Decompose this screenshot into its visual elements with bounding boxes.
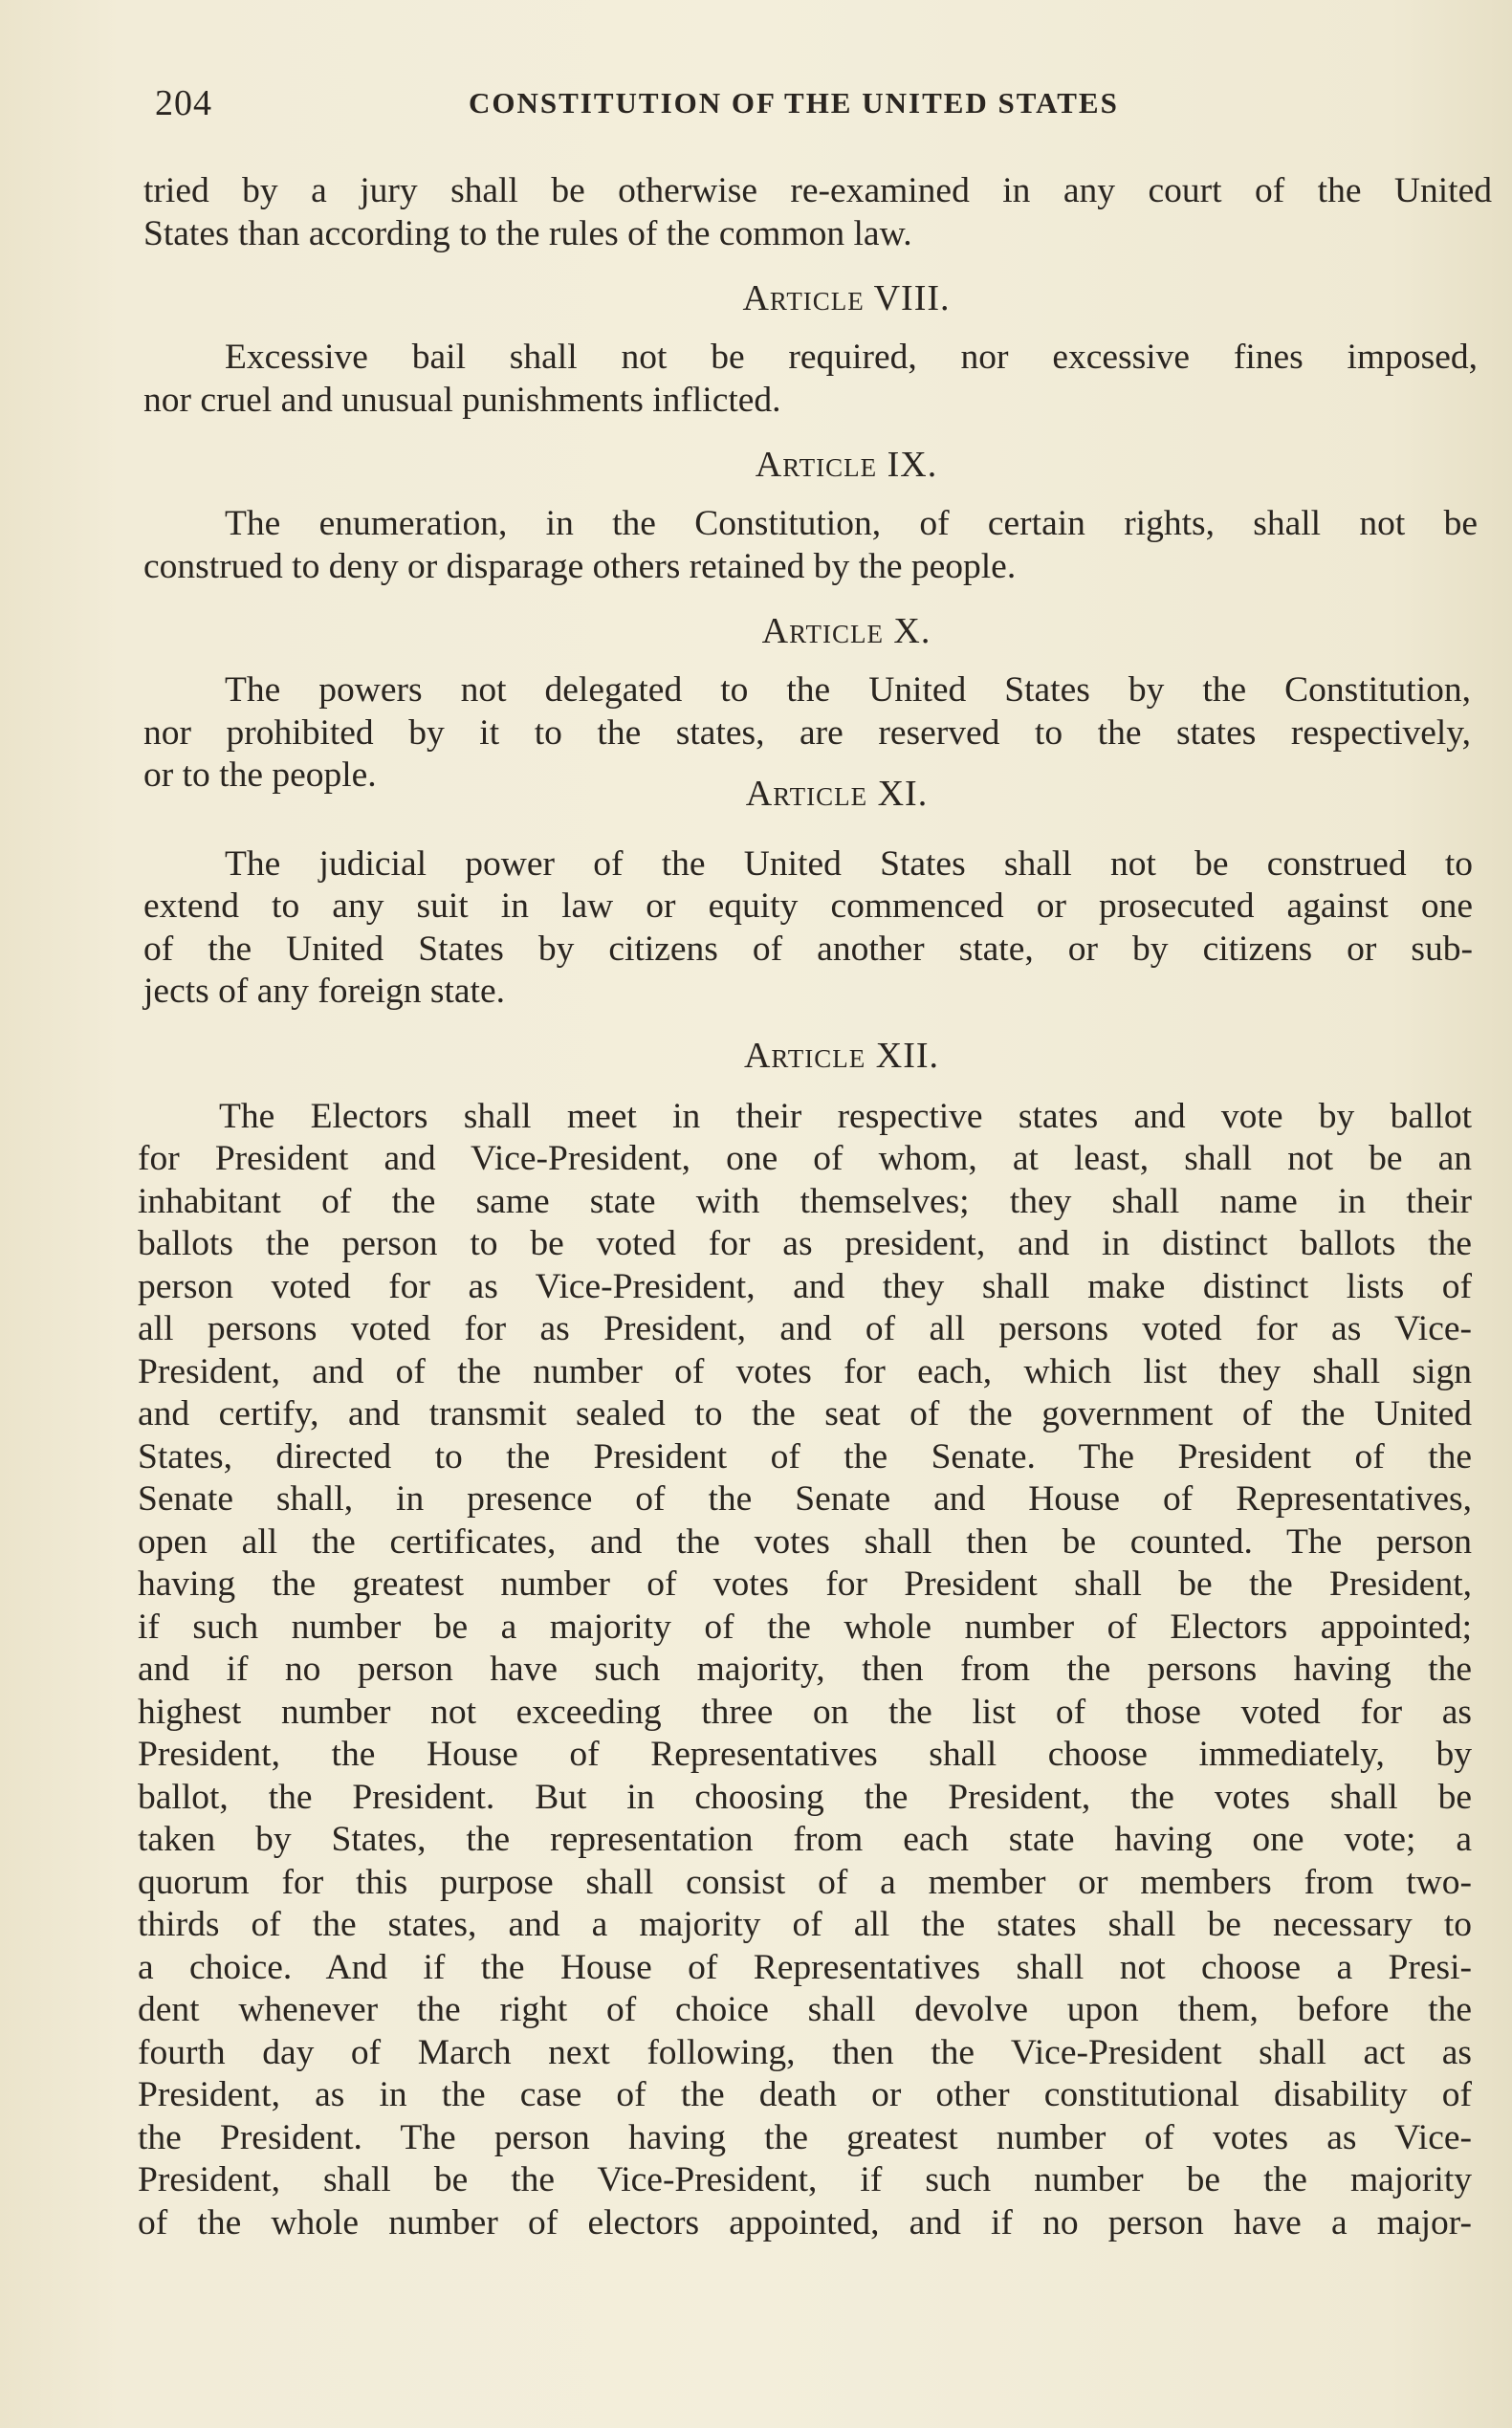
text-line: President, the House of Representatives shall choose immediately, by bbox=[138, 1735, 1472, 1774]
text-line: President, and of the number of votes for each, which list they shall sign bbox=[138, 1351, 1472, 1391]
article-heading: Article XII. bbox=[743, 1035, 940, 1076]
text-line: or to the people. bbox=[143, 755, 377, 795]
article-paragraph bbox=[143, 843, 1473, 1014]
text-line: States, directed to the President of the Senate. The President of the bbox=[138, 1436, 1472, 1476]
text-line: fourth day of March next following, then the Vice-President shall act as bbox=[138, 2032, 1472, 2072]
text-line: nor cruel and unusual punishments inflicted. bbox=[143, 380, 781, 420]
article-paragraph bbox=[138, 1096, 1472, 2245]
text-line: highest number not exceeding three on the list of those voted for as bbox=[138, 1692, 1472, 1732]
text-line: and if no person have such majority, then from the persons having the bbox=[138, 1650, 1472, 1689]
text-line: President, shall be the Vice-President, if such number be the majority bbox=[138, 2160, 1472, 2199]
text-line: ballots the person to be voted for as president, and in distinct ballots the bbox=[138, 1224, 1472, 1263]
text-line: construed to deny or disparage others retained by the people. bbox=[143, 546, 1017, 586]
running-head bbox=[153, 82, 1501, 130]
text-line: ballot, the President. But in choosing the President, the votes shall be bbox=[138, 1777, 1472, 1817]
article-paragraph bbox=[143, 503, 1478, 588]
text-line: The Electors shall meet in their respective states and vote by ballot bbox=[219, 1096, 1472, 1136]
text-line: States than according to the rules of the common law. bbox=[143, 213, 912, 253]
continuation-paragraph bbox=[143, 170, 1492, 255]
article-heading: Article IX. bbox=[755, 445, 938, 485]
text-line: taken by States, the representation from each state having one vote; a bbox=[138, 1820, 1472, 1859]
text-line: President, as in the case of the death or other constitutional disability of bbox=[138, 2075, 1472, 2114]
text-line: for President and Vice-President, one of whom, at least, shall not be an bbox=[138, 1139, 1472, 1178]
text-line: of the United States by citizens of another state, or by citizens or sub- bbox=[143, 929, 1473, 969]
page-number: 204 bbox=[155, 83, 212, 123]
text-line: The enumeration, in the Constitution, of certain rights, shall not be bbox=[225, 504, 1478, 543]
article-heading: Article XI. bbox=[745, 773, 929, 814]
article-heading: Article VIII. bbox=[742, 278, 951, 318]
text-line: quorum for this purpose shall consist of a member or members from two- bbox=[138, 1862, 1472, 1902]
text-line: extend to any suit in law or equity commenced or prosecuted against one bbox=[143, 886, 1473, 926]
text-line: The powers not delegated to the United States by the Constitution, bbox=[225, 670, 1471, 710]
text-line: having the greatest number of votes for President shall be the President, bbox=[138, 1564, 1472, 1604]
running-title: CONSTITUTION OF THE UNITED STATES bbox=[469, 86, 1119, 120]
text-line: if such number be a majority of the whole number of Electors appointed; bbox=[138, 1607, 1472, 1647]
text-line: of the whole number of electors appointed, and if no person have a major- bbox=[138, 2202, 1472, 2242]
text-line: inhabitant of the same state with themselves; they shall name in their bbox=[138, 1181, 1472, 1221]
text-line: dent whenever the right of choice shall devolve upon them, before the bbox=[138, 1990, 1472, 2029]
article-paragraph bbox=[143, 337, 1478, 422]
text-line: nor prohibited by it to the states, are reserved to the states respectively, bbox=[143, 712, 1471, 753]
text-line: all persons voted for as President, and of all persons voted for as Vice- bbox=[138, 1309, 1472, 1348]
text-line: jects of any foreign state. bbox=[143, 972, 505, 1011]
text-line: Senate shall, in presence of the Senate and House of Representatives, bbox=[138, 1479, 1472, 1519]
text-line: the President. The person having the greatest number of votes as Vice- bbox=[138, 2117, 1472, 2157]
text-line: and certify, and transmit sealed to the seat of the government of the United bbox=[138, 1394, 1472, 1433]
text-line: person voted for as Vice-President, and they shall make distinct lists of bbox=[138, 1266, 1472, 1306]
text-line: The judicial power of the United States shall not be construed to bbox=[225, 843, 1473, 884]
page-body bbox=[138, 170, 1492, 2244]
article-heading: Article X. bbox=[761, 611, 931, 651]
text-line: thirds of the states, and a majority of all the states shall be necessary to bbox=[138, 1905, 1472, 1944]
text-line: a choice. And if the House of Representatives shall not choose a Presi- bbox=[138, 1947, 1472, 1987]
text-line: tried by a jury shall be otherwise re-examined in any court of the United bbox=[143, 171, 1492, 210]
text-line: Excessive bail shall not be required, nor excessive fines imposed, bbox=[225, 338, 1478, 377]
text-line: open all the certificates, and the votes shall then be counted. The person bbox=[138, 1521, 1472, 1562]
